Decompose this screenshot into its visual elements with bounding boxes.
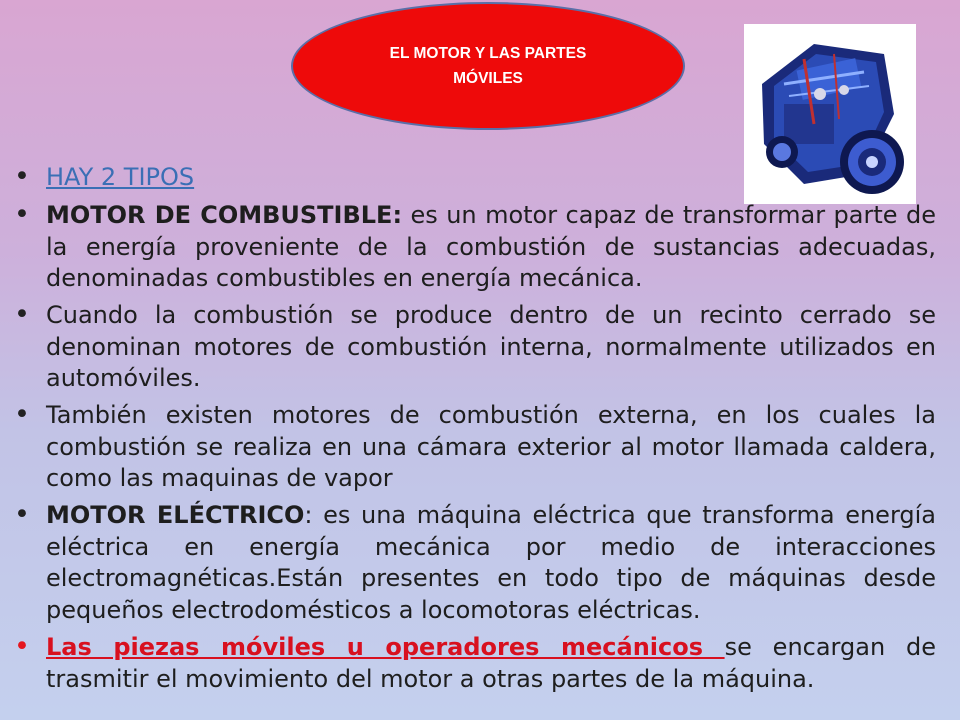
bullet-item-electric-motor [46,500,936,626]
combustion-engine-text: es un motor capaz de transformar parte de la energía proveniente de la combustión de sustancias adecuadas, denominadas combustibles en energía mecánica. [46,201,936,292]
bullet-dot: • [14,499,30,530]
bullet-item-moving-parts [46,632,936,695]
bullet-dot: • [14,199,30,230]
bullet-item-internal-combustion [46,300,936,395]
external-combustion-text: También existen motores de combustión externa, en los cuales la combustión se realiza en una cámara exterior al motor llamada caldera, como las maquinas de vapor [46,401,936,492]
bullet-item-external-combustion [46,400,936,495]
bullet-item-types [46,162,936,194]
internal-combustion-text: Cuando la combustión se produce dentro de un recinto cerrado se denominan motores de combustión interna, normalmente utilizados en automóviles. [46,301,936,392]
title-line-1: EL MOTOR Y LAS PARTES [389,45,587,62]
bullet-dot: • [14,399,30,430]
electric-motor-heading: MOTOR ELÉCTRICO [46,501,305,529]
electric-motor-text: : es una máquina eléctrica que transforma energía eléctrica en energía mecánica por medio de interacciones electromagnéticas.Están presentes en todo tipo de máquinas desde pequeños electrodomésticos a locomotoras eléctricas. [46,501,936,624]
types-link[interactable]: HAY 2 TIPOS [46,163,195,191]
bullet-dot: • [14,161,30,192]
combustion-engine-heading: MOTOR DE COMBUSTIBLE: [46,201,403,229]
title-line-2: MÓVILES [453,70,523,87]
title-oval [291,2,685,130]
moving-parts-text: se encargan de trasmitir el movimiento del motor a otras partes de la máquina. [46,633,936,693]
bullet-list [0,160,960,720]
bullet-dot-red: • [14,631,30,662]
slide-title [358,41,618,91]
bullet-dot: • [14,299,30,330]
bullet-item-combustion-engine [46,200,936,295]
moving-parts-link[interactable]: Las piezas móviles u operadores mecánicos [46,633,725,661]
